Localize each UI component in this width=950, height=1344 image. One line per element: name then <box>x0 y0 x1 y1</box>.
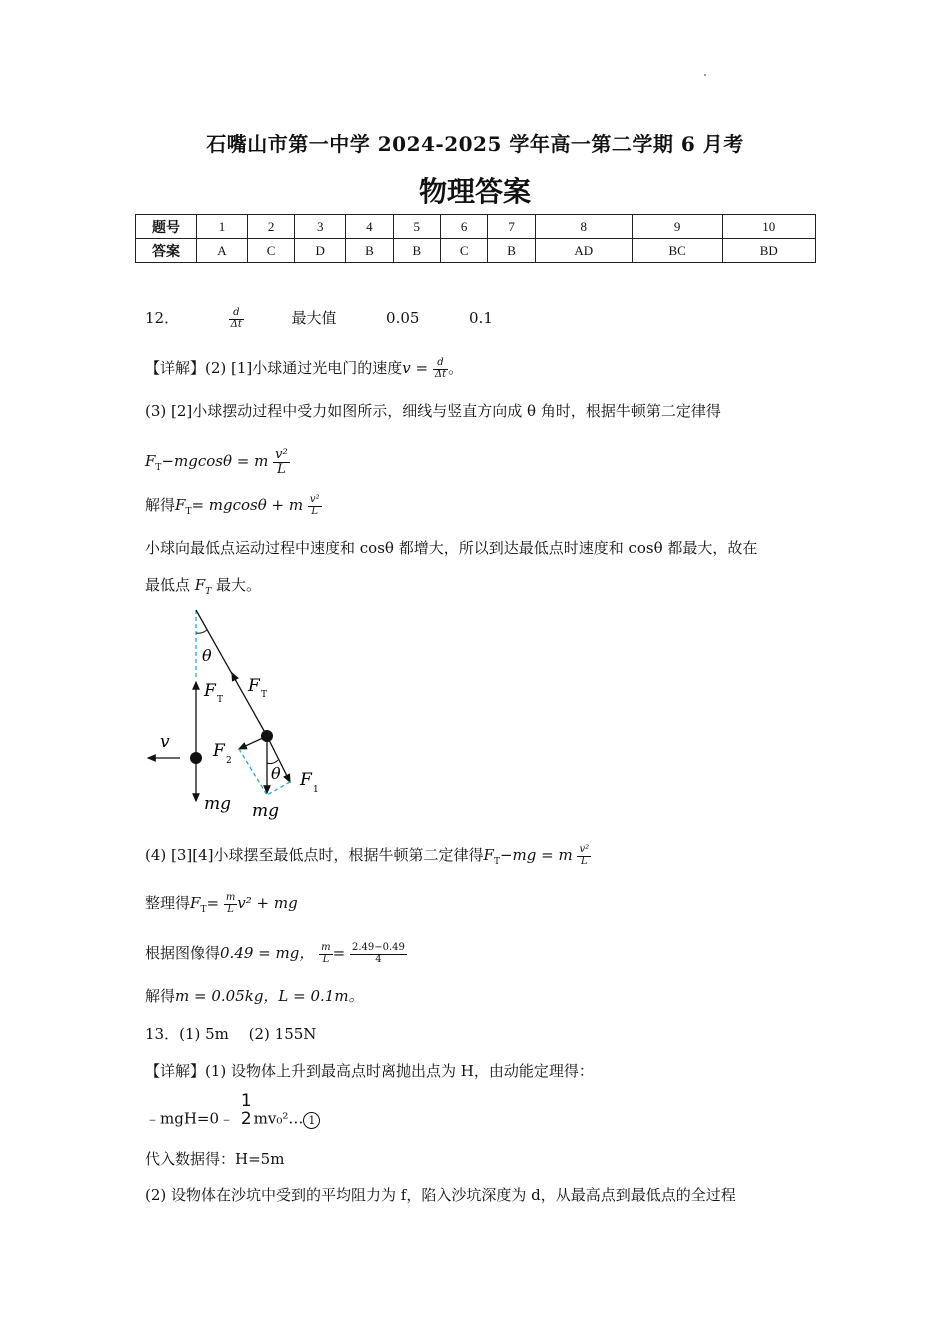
question-cell: 3 <box>295 215 346 239</box>
q12-equation-2: 解得$F_T= mgcos\theta + m$ $\frac{\text{v²}}{L}$ <box>145 494 320 517</box>
q12-detail-4: (4) [3][4]小球摆至最低点时，根据牛顿第二定律得$F_T-mg = m$ $\frac{\text{v²}}{L}$ <box>145 844 590 867</box>
q12-paragraph-b: 最低点 $F_T$ 最大。 <box>145 576 261 597</box>
q13-sub-result: 代入数据得：H=5m <box>145 1150 285 1168</box>
question-cell: 9 <box>632 215 722 239</box>
q13-equation: ﹣mgH=0﹣ 1 2 mv₀²… 1 <box>145 1093 320 1129</box>
ball-lowest <box>190 752 202 764</box>
answer-cell: B <box>346 239 393 263</box>
question-cell: 5 <box>393 215 440 239</box>
q12-answer-line <box>145 308 493 330</box>
label-mg-left: mg <box>204 794 232 814</box>
answer-cell: BC <box>632 239 722 263</box>
dashed-component-2 <box>267 782 290 795</box>
q12-fraction: $\frac{d}{\Delta t}$ <box>230 307 242 330</box>
circled-number-1: 1 <box>303 1112 320 1129</box>
q12-answer-4: 0.1 <box>469 309 493 327</box>
ft-string-arrow <box>232 673 236 681</box>
answer-cell: B <box>488 239 535 263</box>
label-f2-sub: 2 <box>226 756 232 766</box>
theta-arc-top <box>196 630 207 633</box>
answer-row <box>136 239 816 263</box>
q12-answer-3: 0.05 <box>386 309 420 327</box>
q12-graph-line: 根据图像得0.49 = mg， $\frac{m}{L}$ = $\frac{2.49-0.49}{4}$ <box>145 942 405 965</box>
answer-cell: B <box>393 239 440 263</box>
q12-paragraph-a: 小球向最低点运动过程中速度和 cosθ 都增大，所以到达最低点时速度和 cosθ 都最大，故在 <box>145 539 758 557</box>
label-f2: F <box>213 741 225 761</box>
answer-cell: D <box>295 239 346 263</box>
label-mg-right: mg <box>252 801 280 821</box>
answer-cell: AD <box>535 239 632 263</box>
label-ft-left-sub: T <box>217 695 224 705</box>
q13-detail-1: 【详解】(1) 设物体上升到最高点时离抛出点为 H，由动能定理得： <box>145 1062 594 1080</box>
question-cell: 8 <box>535 215 632 239</box>
pendulum-string <box>196 610 267 736</box>
subject-title: 物理答案 <box>418 175 531 208</box>
question-row <box>136 215 816 239</box>
label-theta-bottom: θ <box>271 764 281 783</box>
label-theta-top: θ <box>202 646 212 665</box>
q13-heading: 13．(1) 5m (2) 155N <box>145 1025 317 1043</box>
label-ft-right: F <box>248 676 260 696</box>
q12-detail-3: (3) [2]小球摆动过程中受力如图所示，细线与竖直方向成 θ 角时，根据牛顿第二定律得 <box>145 402 721 420</box>
force-diagram <box>140 603 340 828</box>
dashed-component-1 <box>239 749 267 795</box>
label-v: v <box>160 732 170 752</box>
question-cell: 7 <box>488 215 535 239</box>
scan-dot <box>704 74 706 76</box>
exam-title: 石嘴山市第一中学 2024-2025 学年高一第二学期 6 月考 <box>206 132 744 156</box>
question-cell: 6 <box>440 215 487 239</box>
question-cell: 4 <box>346 215 393 239</box>
question-header-cell: 题号 <box>136 215 197 239</box>
answer-cell: BD <box>722 239 815 263</box>
answer-cell: C <box>440 239 487 263</box>
answer-header-cell: 答案 <box>136 239 197 263</box>
f2-arrow <box>239 736 267 749</box>
q12-equation-4: 整理得$F_T=$ $\frac{m}{L}$ v² + mg <box>145 892 298 915</box>
label-f1-sub: 1 <box>313 785 319 795</box>
q13-detail-2: (2) 设物体在沙坑中受到的平均阻力为 f，陷入沙坑深度为 d，从最高点到最低点的全过程 <box>145 1186 736 1204</box>
label-f1: F <box>300 770 312 790</box>
answer-cell: C <box>247 239 294 263</box>
label-ft-left: F <box>204 681 216 701</box>
q12-equation-1: $F_T-mgcos\theta = m$ $\frac{\text{v²}}{L}$ <box>145 447 288 477</box>
label-ft-right-sub: T <box>261 690 268 700</box>
question-cell: 1 <box>197 215 248 239</box>
answer-cell: A <box>197 239 248 263</box>
q12-number: 12． <box>145 309 180 327</box>
question-cell: 10 <box>722 215 815 239</box>
question-cell: 2 <box>247 215 294 239</box>
q12-result: 解得m = 0.05kg，L = 0.1m。 <box>145 987 364 1005</box>
q12-detail-2: 【详解】(2) [1]小球通过光电门的速度v = $\frac{d}{\Delta t}$ 。 <box>145 357 464 380</box>
q12-answer-2: 最大值 <box>291 309 337 327</box>
answer-table <box>135 214 816 263</box>
